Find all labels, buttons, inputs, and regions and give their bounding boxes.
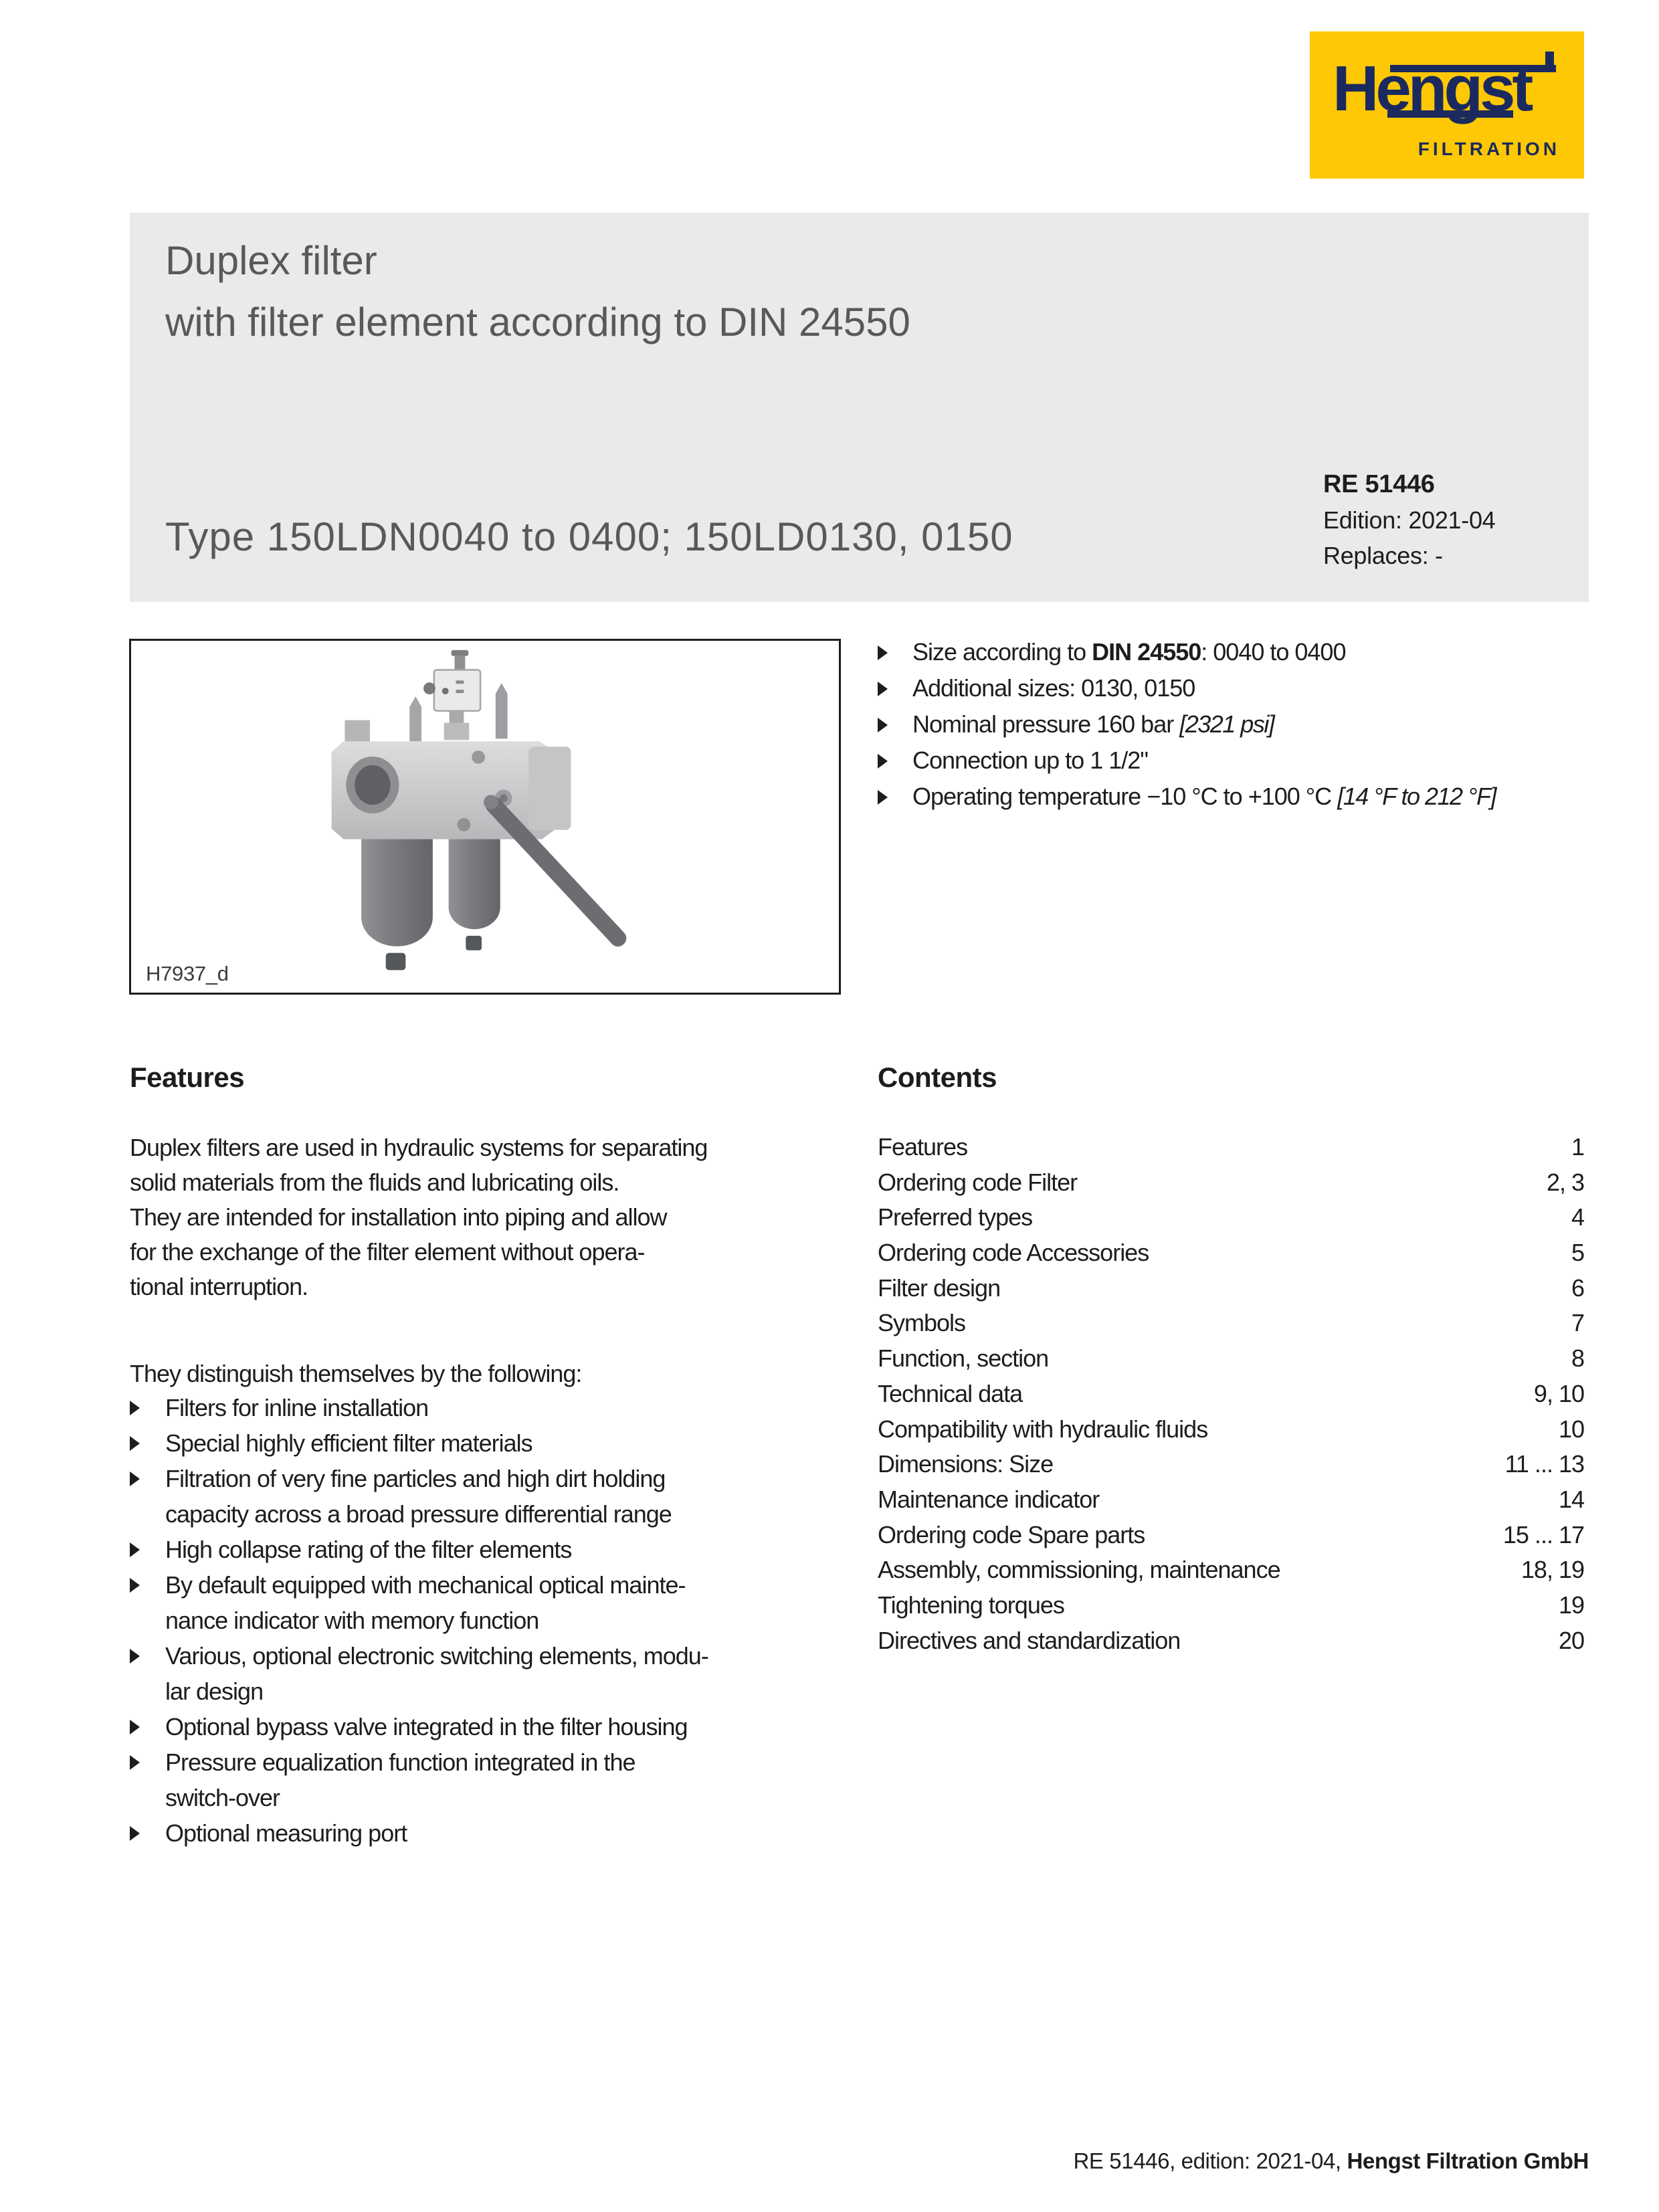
toc-row xyxy=(878,1415,1584,1451)
toc-label: Preferred types xyxy=(878,1203,1033,1231)
feature-line: Various, optional electronic switching elements, modu- xyxy=(165,1642,708,1670)
logo-bar-decor xyxy=(1545,52,1554,72)
toc-pages: 2, 3 xyxy=(1546,1168,1584,1196)
bullet-triangle-icon xyxy=(878,718,888,732)
toc-label: Assembly, commissioning, maintenance xyxy=(878,1556,1280,1584)
spec-text-regular: Nominal pressure 160 bar xyxy=(912,710,1180,738)
feature-text xyxy=(165,1638,708,1709)
toc-label: Ordering code Filter xyxy=(878,1168,1078,1196)
feature-text xyxy=(165,1744,635,1815)
toc-pages: 10 xyxy=(1558,1415,1584,1443)
toc-label: Filter design xyxy=(878,1274,1001,1302)
duplex-filter-illustration xyxy=(131,641,839,993)
toc-pages: 20 xyxy=(1558,1626,1584,1654)
page-title-line2: with filter element according to DIN 24550 xyxy=(165,300,910,344)
header-band xyxy=(130,213,1589,602)
spec-item xyxy=(878,706,1596,742)
feature-item xyxy=(130,1461,792,1532)
feature-line: nance indicator with memory function xyxy=(165,1607,539,1634)
toc-pages: 15 ... 17 xyxy=(1502,1520,1584,1548)
feature-line: Pressure equalization function integrated in the xyxy=(165,1748,636,1776)
toc-pages: 9, 10 xyxy=(1533,1379,1584,1407)
paragraph-line: They are intended for installation into piping and allow xyxy=(130,1203,667,1231)
toc-row xyxy=(878,1133,1584,1169)
features-intro-paragraph xyxy=(130,1130,792,1304)
paragraph-line: solid materials from the fluids and lubricating oils. xyxy=(130,1169,619,1196)
toc-row xyxy=(878,1169,1584,1204)
spec-text xyxy=(912,706,1274,742)
spec-text xyxy=(912,779,1496,815)
toc-pages: 18, 19 xyxy=(1521,1556,1584,1584)
footer-text: RE 51446, edition: 2021-04, xyxy=(1073,2148,1347,2173)
document-reference-block xyxy=(1323,467,1495,573)
bullet-triangle-icon xyxy=(130,1578,140,1593)
features-heading: Features xyxy=(130,1062,245,1093)
type-line: Type 150LDN0040 to 0400; 150LD0130, 0150 xyxy=(165,514,1013,559)
toc-pages: 8 xyxy=(1571,1344,1584,1373)
spec-text-regular: : 0040 to 0400 xyxy=(1201,638,1346,666)
toc-label: Ordering code Spare parts xyxy=(878,1520,1145,1548)
feature-text xyxy=(165,1709,688,1744)
feature-item xyxy=(130,1709,792,1744)
toc-label: Tightening torques xyxy=(878,1591,1064,1619)
feature-item xyxy=(130,1532,792,1567)
product-figure xyxy=(129,639,841,995)
toc-label: Symbols xyxy=(878,1309,966,1337)
bullet-triangle-icon xyxy=(130,1542,140,1557)
hengst-logo xyxy=(1310,31,1584,179)
bullet-triangle-icon xyxy=(878,682,888,696)
toc-row xyxy=(878,1380,1584,1415)
spec-text xyxy=(912,670,1195,706)
feature-text xyxy=(165,1390,428,1425)
feature-item xyxy=(130,1567,792,1638)
toc-label: Directives and standardization xyxy=(878,1626,1181,1654)
feature-item xyxy=(130,1638,792,1709)
contents-heading: Contents xyxy=(878,1062,997,1093)
spec-text-bold: DIN 24550 xyxy=(1092,638,1201,666)
toc-pages: 6 xyxy=(1571,1274,1584,1302)
doc-replaces: Replaces: - xyxy=(1323,542,1443,569)
toc-row xyxy=(878,1274,1584,1310)
key-specs-list xyxy=(878,634,1596,815)
toc-label: Technical data xyxy=(878,1379,1023,1407)
spec-text-regular: Operating temperature −10 °C to +100 °C xyxy=(912,783,1338,810)
feature-line: High collapse rating of the filter elements xyxy=(165,1536,572,1563)
toc-label: Features xyxy=(878,1133,968,1161)
feature-line: Special highly efficient filter materials xyxy=(165,1429,532,1457)
feature-line: lar design xyxy=(165,1678,264,1705)
figure-caption: H7937_d xyxy=(146,962,229,985)
bullet-triangle-icon xyxy=(130,1472,140,1486)
feature-text xyxy=(165,1425,532,1461)
doc-edition: Edition: 2021-04 xyxy=(1323,506,1496,534)
bullet-triangle-icon xyxy=(130,1755,140,1770)
toc-pages: 4 xyxy=(1571,1203,1584,1231)
bullet-triangle-icon xyxy=(130,1401,140,1415)
spec-text-regular: Size according to xyxy=(912,638,1092,666)
feature-item xyxy=(130,1390,792,1425)
logo-wordmark: Hengst xyxy=(1333,53,1531,124)
logo-tagline: FILTRATION xyxy=(1418,138,1560,159)
spec-item xyxy=(878,670,1596,706)
bullet-triangle-icon xyxy=(130,1720,140,1734)
spec-item xyxy=(878,742,1596,779)
toc-label: Function, section xyxy=(878,1344,1049,1373)
features-list-intro: They distinguish themselves by the following: xyxy=(130,1360,582,1387)
feature-text xyxy=(165,1815,407,1851)
toc-row xyxy=(878,1627,1584,1662)
spec-item xyxy=(878,634,1596,670)
bullet-triangle-icon xyxy=(878,790,888,805)
paragraph-line: tional interruption. xyxy=(130,1273,308,1300)
toc-row xyxy=(878,1556,1584,1591)
spec-item xyxy=(878,779,1596,815)
toc-label: Ordering code Accessories xyxy=(878,1239,1149,1267)
toc-label: Dimensions: Size xyxy=(878,1450,1054,1478)
feature-line: Optional bypass valve integrated in the filter housing xyxy=(165,1713,688,1740)
feature-text xyxy=(165,1532,571,1567)
page-footer xyxy=(1074,2148,1589,2174)
spec-text xyxy=(912,634,1345,670)
toc-row xyxy=(878,1203,1584,1239)
paragraph-line: for the exchange of the filter element without opera- xyxy=(130,1238,645,1266)
page-title-line1: Duplex filter xyxy=(165,238,377,283)
feature-item xyxy=(130,1425,792,1461)
spec-text xyxy=(912,742,1148,779)
bullet-triangle-icon xyxy=(130,1649,140,1664)
feature-line: switch-over xyxy=(165,1784,280,1811)
bullet-triangle-icon xyxy=(878,645,888,660)
toc-pages: 14 xyxy=(1558,1485,1584,1513)
doc-number: RE 51446 xyxy=(1323,470,1435,498)
page-title xyxy=(165,230,910,353)
paragraph-line: Duplex filters are used in hydraulic systems for separating xyxy=(130,1134,708,1161)
feature-line: Filtration of very fine particles and high dirt holding xyxy=(165,1465,666,1492)
toc-label: Maintenance indicator xyxy=(878,1485,1100,1513)
toc-row xyxy=(878,1450,1584,1486)
feature-line: capacity across a broad pressure differential range xyxy=(165,1500,672,1528)
toc-pages: 19 xyxy=(1558,1591,1584,1619)
toc-pages: 5 xyxy=(1571,1239,1584,1267)
spec-text-regular: Connection up to 1 1/2" xyxy=(912,746,1149,774)
features-list xyxy=(130,1390,792,1851)
spec-text-italic: [14 °F to 212 °F] xyxy=(1337,783,1496,810)
toc-row xyxy=(878,1486,1584,1521)
footer-company: Hengst Filtration GmbH xyxy=(1347,2148,1589,2173)
feature-text xyxy=(165,1567,685,1638)
toc-row xyxy=(878,1521,1584,1556)
spec-text-regular: Additional sizes: 0130, 0150 xyxy=(912,674,1195,702)
toc-label: Compatibility with hydraulic fluids xyxy=(878,1415,1208,1443)
bullet-triangle-icon xyxy=(130,1826,140,1841)
bullet-triangle-icon xyxy=(130,1436,140,1451)
feature-line: By default equipped with mechanical optical mainte- xyxy=(165,1571,686,1599)
spec-text-italic: [2321 psi] xyxy=(1179,710,1274,738)
feature-line: Filters for inline installation xyxy=(165,1394,429,1421)
toc-row xyxy=(878,1591,1584,1627)
bullet-triangle-icon xyxy=(878,754,888,769)
toc-pages: 7 xyxy=(1571,1309,1584,1337)
toc-row xyxy=(878,1344,1584,1380)
toc-row xyxy=(878,1239,1584,1274)
feature-line: Optional measuring port xyxy=(165,1819,407,1847)
toc-row xyxy=(878,1309,1584,1344)
toc-pages: 11 ... 13 xyxy=(1504,1450,1584,1478)
feature-item xyxy=(130,1744,792,1815)
table-of-contents xyxy=(878,1133,1584,1662)
feature-item xyxy=(130,1815,792,1851)
feature-text xyxy=(165,1461,672,1532)
toc-pages: 1 xyxy=(1571,1133,1584,1161)
